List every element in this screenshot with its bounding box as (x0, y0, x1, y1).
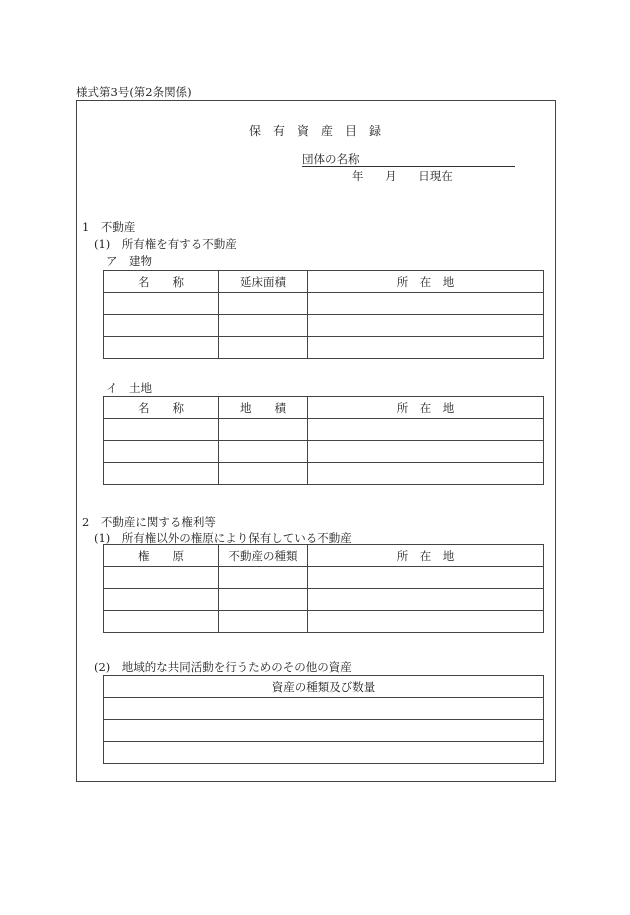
table-cell[interactable] (104, 315, 219, 337)
form-number-label: 様式第3号(第2条関係) (76, 85, 192, 99)
table-row (104, 589, 544, 611)
table-row (104, 611, 544, 633)
buildings-table (103, 270, 544, 359)
table-header-row (104, 545, 544, 567)
table-cell[interactable] (104, 589, 219, 611)
table-cell[interactable] (104, 742, 544, 764)
table-cell[interactable] (104, 720, 544, 742)
table-cell[interactable] (219, 337, 308, 359)
section-1-1-heading: (1) 所有権を有する不動産 (94, 237, 237, 251)
land-heading: イ 土地 (106, 381, 152, 395)
column-header-name: 名 称 (104, 271, 219, 293)
other-assets-table (103, 675, 544, 764)
table-row (104, 337, 544, 359)
organization-name-field[interactable]: 団体の名称 (302, 152, 515, 167)
section-2-2-heading: (2) 地域的な共同活動を行うためのその他の資産 (94, 660, 352, 674)
table-header-row (104, 676, 544, 698)
table-cell[interactable] (308, 419, 544, 441)
table-row (104, 742, 544, 764)
table-cell[interactable] (308, 567, 544, 589)
column-header-location: 所 在 地 (308, 397, 544, 419)
table-row (104, 315, 544, 337)
table-cell[interactable] (219, 419, 308, 441)
table-row (104, 567, 544, 589)
column-header-asset-type-quantity: 資産の種類及び数量 (104, 676, 544, 698)
table-cell[interactable] (104, 293, 219, 315)
table-cell[interactable] (104, 337, 219, 359)
table-cell[interactable] (219, 293, 308, 315)
section-2-heading: 2 不動産に関する権利等 (82, 515, 216, 529)
column-header-land-area: 地 積 (219, 397, 308, 419)
table-cell[interactable] (219, 315, 308, 337)
table-row (104, 698, 544, 720)
table-cell[interactable] (104, 567, 219, 589)
land-table (103, 396, 544, 485)
table-cell[interactable] (308, 463, 544, 485)
section-1-heading: 1 不動産 (82, 220, 136, 234)
as-of-date-line: 年 月 日現在 (352, 169, 453, 183)
table-cell[interactable] (104, 698, 544, 720)
column-header-title: 権 原 (104, 545, 219, 567)
table-cell[interactable] (219, 589, 308, 611)
table-cell[interactable] (308, 441, 544, 463)
table-row (104, 441, 544, 463)
table-row (104, 293, 544, 315)
column-header-location: 所 在 地 (308, 271, 544, 293)
table-cell[interactable] (104, 611, 219, 633)
table-cell[interactable] (308, 315, 544, 337)
table-cell[interactable] (219, 567, 308, 589)
table-cell[interactable] (104, 463, 219, 485)
document-title: 保有資産目録 (248, 124, 393, 138)
table-cell[interactable] (308, 589, 544, 611)
table-cell[interactable] (104, 419, 219, 441)
table-row (104, 720, 544, 742)
table-cell[interactable] (308, 337, 544, 359)
column-header-floor-area: 延床面積 (219, 271, 308, 293)
table-row (104, 463, 544, 485)
table-row (104, 419, 544, 441)
table-cell[interactable] (219, 611, 308, 633)
section-2-1-heading: (1) 所有権以外の権原により保有している不動産 (94, 531, 352, 545)
column-header-name: 名 称 (104, 397, 219, 419)
column-header-property-type: 不動産の種類 (219, 545, 308, 567)
rights-table (103, 544, 544, 633)
table-header-row (104, 397, 544, 419)
buildings-heading: ア 建物 (106, 254, 152, 268)
table-cell[interactable] (308, 293, 544, 315)
table-header-row (104, 271, 544, 293)
table-cell[interactable] (219, 463, 308, 485)
table-cell[interactable] (104, 441, 219, 463)
table-cell[interactable] (219, 441, 308, 463)
table-cell[interactable] (308, 611, 544, 633)
column-header-location: 所 在 地 (308, 545, 544, 567)
